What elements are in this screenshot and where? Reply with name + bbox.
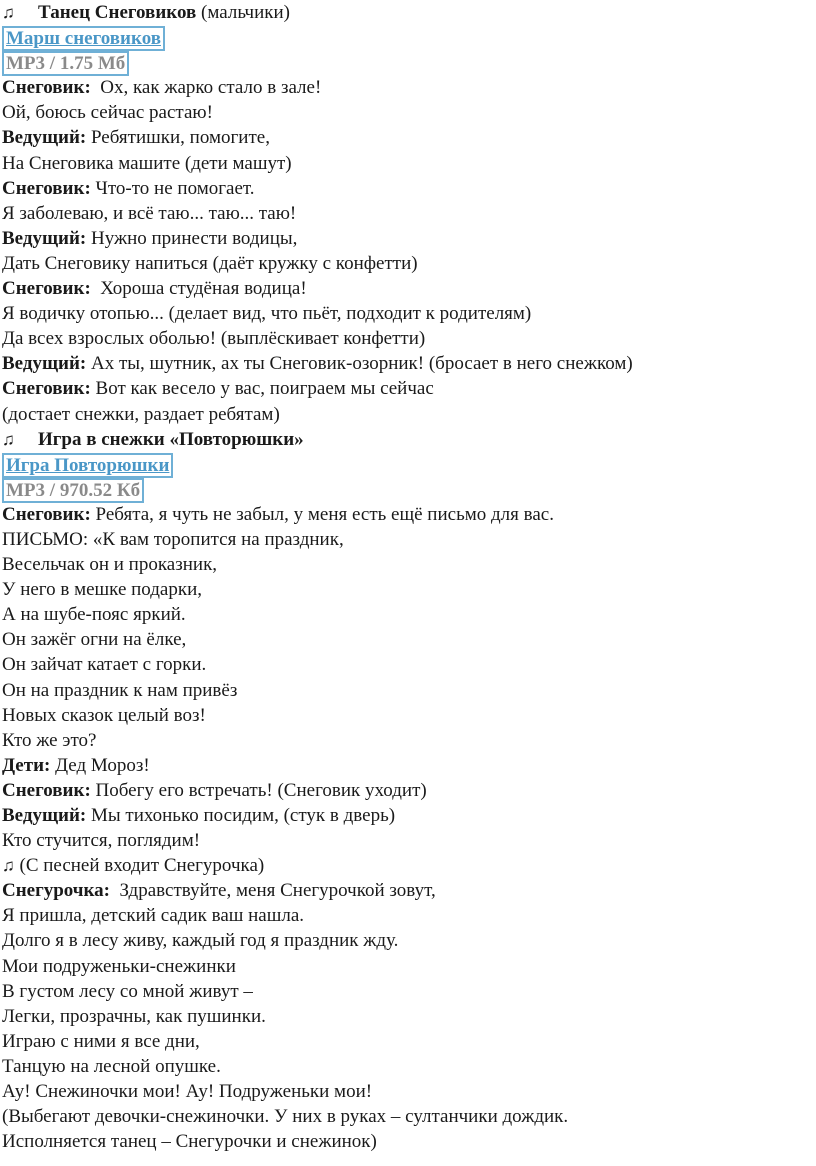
line-text: ПИСЬМО: «К вам торопится на праздник,	[2, 528, 344, 550]
line-text: У него в мешке подарки,	[2, 579, 202, 601]
dialogue-line	[0, 903, 816, 928]
dialogue-line	[0, 100, 816, 125]
dialogue-line	[0, 979, 816, 1004]
speaker-label: Дети:	[2, 754, 51, 776]
dialogue-block	[0, 878, 816, 1154]
line-text: (Выбегают девочки-снежиночки. У них в руках – султанчики дождик.	[2, 1106, 569, 1128]
dialogue-line	[0, 176, 816, 201]
speaker-label: Снеговик:	[2, 779, 91, 801]
line-text: Хороша студёная водица!	[90, 278, 307, 300]
line-text: Здравствуйте, меня Снегурочкой зовут,	[110, 880, 436, 902]
dialogue-line	[0, 803, 816, 828]
speaker-label: Ведущий:	[2, 805, 87, 826]
dialogue-line	[0, 678, 816, 703]
dialogue-line	[0, 251, 816, 276]
line-text: Ребята, я чуть не забыл, у меня есть ещё письмо для вас.	[90, 503, 554, 525]
dialogue-line	[0, 125, 816, 150]
line-text: Ау! Снежиночки мои! Ау! Подруженьки мои!	[2, 1081, 373, 1103]
dialogue-line	[0, 402, 816, 427]
audio-link[interactable]: Игра Повторюшки	[2, 453, 173, 478]
speaker-label: Снеговик:	[2, 378, 91, 400]
dialogue-line	[0, 627, 816, 652]
line-text: Легки, прозрачны, как пушинки.	[2, 1005, 266, 1027]
stage-direction-text: (С песней входит Снегурочка)	[14, 855, 265, 877]
line-text: Танцую на лесной опушке.	[2, 1055, 221, 1077]
dialogue-line	[0, 753, 816, 778]
dialogue-line	[0, 878, 816, 903]
dialogue-line	[0, 326, 816, 351]
line-text: Вот как весело у вас, поиграем мы сейчас	[90, 378, 434, 400]
line-text: Весельчак он и проказник,	[2, 554, 218, 576]
line-text: Ой, боюсь сейчас растаю!	[2, 102, 213, 124]
line-text: Исполняется танец – Снегурочки и снежинок)	[2, 1131, 377, 1153]
line-text: Что-то не помогает.	[90, 177, 255, 199]
line-text: Дед Мороз!	[50, 754, 150, 776]
line-text: (достает снежки, раздает ребятам)	[2, 403, 280, 425]
line-text: Долго я в лесу живу, каждый год я праздник жду.	[2, 930, 399, 952]
line-text: Нужно принести водицы,	[86, 227, 298, 249]
dialogue-line	[0, 703, 816, 728]
dialogue-line	[0, 778, 816, 803]
dialogue-line	[0, 151, 816, 176]
section-title-suffix: (мальчики)	[196, 2, 290, 23]
line-text: Мои подруженьки-снежинки	[2, 955, 236, 977]
line-text: Новых сказок целый воз!	[2, 704, 206, 726]
line-text: Он на праздник к нам привёз	[2, 679, 238, 701]
dialogue-line	[0, 954, 816, 979]
line-text: Дать Снеговику напиться (даёт кружку с конфетти)	[2, 252, 418, 274]
speaker-label: Ведущий:	[2, 227, 87, 249]
dialogue-line	[0, 527, 816, 552]
section-heading	[0, 0, 816, 25]
dialogue-line	[0, 376, 816, 401]
speaker-label: Снеговик:	[2, 278, 91, 300]
dialogue-line	[0, 1029, 816, 1054]
line-text: В густом лесу со мной живут –	[2, 980, 253, 1002]
dialogue-line	[0, 1054, 816, 1079]
file-info-row	[0, 477, 816, 502]
dialogue-line	[0, 828, 816, 853]
dialogue-line	[0, 502, 816, 527]
line-text: А на шубе-пояс яркий.	[2, 604, 186, 626]
dialogue-line	[0, 301, 816, 326]
dialogue-line	[0, 201, 816, 226]
line-text: Кто же это?	[2, 729, 97, 751]
dialogue-line	[0, 728, 816, 753]
line-text: Я заболеваю, и всё таю... таю... таю!	[2, 202, 297, 224]
dialogue-line	[0, 1129, 816, 1154]
audio-link-row	[0, 452, 816, 477]
stage-direction-line	[0, 853, 816, 878]
dialogue-line	[0, 226, 816, 251]
dialogue-line	[0, 652, 816, 677]
speaker-label: Ведущий:	[2, 127, 87, 149]
audio-link-row	[0, 25, 816, 50]
dialogue-line	[0, 577, 816, 602]
music-note-icon: ♫	[2, 3, 15, 22]
line-text: Побегу его встречать! (Снеговик уходит)	[90, 779, 427, 801]
dialogue-line	[0, 928, 816, 953]
line-text: Да всех взрослых оболью! (выплёскивает конфетти)	[2, 328, 426, 350]
speaker-label: Снеговик:	[2, 503, 91, 525]
dialogue-line	[0, 552, 816, 577]
file-size-label: MP3 / 970.52 Кб	[2, 478, 144, 503]
dialogue-line	[0, 276, 816, 301]
dialogue-line	[0, 602, 816, 627]
dialogue-line	[0, 1004, 816, 1029]
dialogue-line	[0, 351, 816, 376]
dialogue-line	[0, 1104, 816, 1129]
line-text: Играю с ними я все дни,	[2, 1030, 200, 1052]
line-text: Он зайчат катает с горки.	[2, 654, 207, 676]
speaker-label: Снегурочка:	[2, 880, 111, 902]
speaker-label: Снеговик:	[2, 77, 91, 99]
line-text: Кто стучится, поглядим!	[2, 830, 201, 852]
music-note-icon: ♫	[2, 429, 15, 449]
section-heading	[0, 427, 816, 452]
line-text: На Снеговика машите (дети машут)	[2, 152, 292, 174]
line-text: Я пришла, детский садик ваш нашла.	[2, 905, 305, 927]
line-text: Я водичку отопью... (делает вид, что пьёт, подходит к родителям)	[2, 303, 532, 325]
speaker-label: Снеговик:	[2, 177, 91, 199]
dialogue-line	[0, 1079, 816, 1104]
line-text: Он зажёг огни на ёлке,	[2, 629, 187, 651]
line-text: Ребятишки, помогите,	[86, 127, 270, 149]
speaker-label: Ведущий:	[2, 353, 87, 375]
line-text: Ох, как жарко стало в зале!	[90, 77, 322, 99]
dialogue-line	[0, 75, 816, 100]
section-title: Игра в снежки «Повторюшки»	[38, 428, 304, 450]
line-text: Ах ты, шутник, ах ты Снеговик-озорник! (бросает в него снежком)	[86, 353, 633, 375]
file-size-label: MP3 / 1.75 Мб	[2, 51, 129, 76]
section-title: Танец Снеговиков	[38, 2, 197, 23]
music-note-icon: ♫	[2, 856, 15, 876]
audio-link[interactable]: Марш снеговиков	[2, 26, 165, 51]
line-text: Мы тихонько посидим, (стук в дверь)	[86, 805, 396, 826]
file-info-row	[0, 50, 816, 75]
dialogue-block	[0, 75, 816, 426]
dialogue-block	[0, 502, 816, 853]
